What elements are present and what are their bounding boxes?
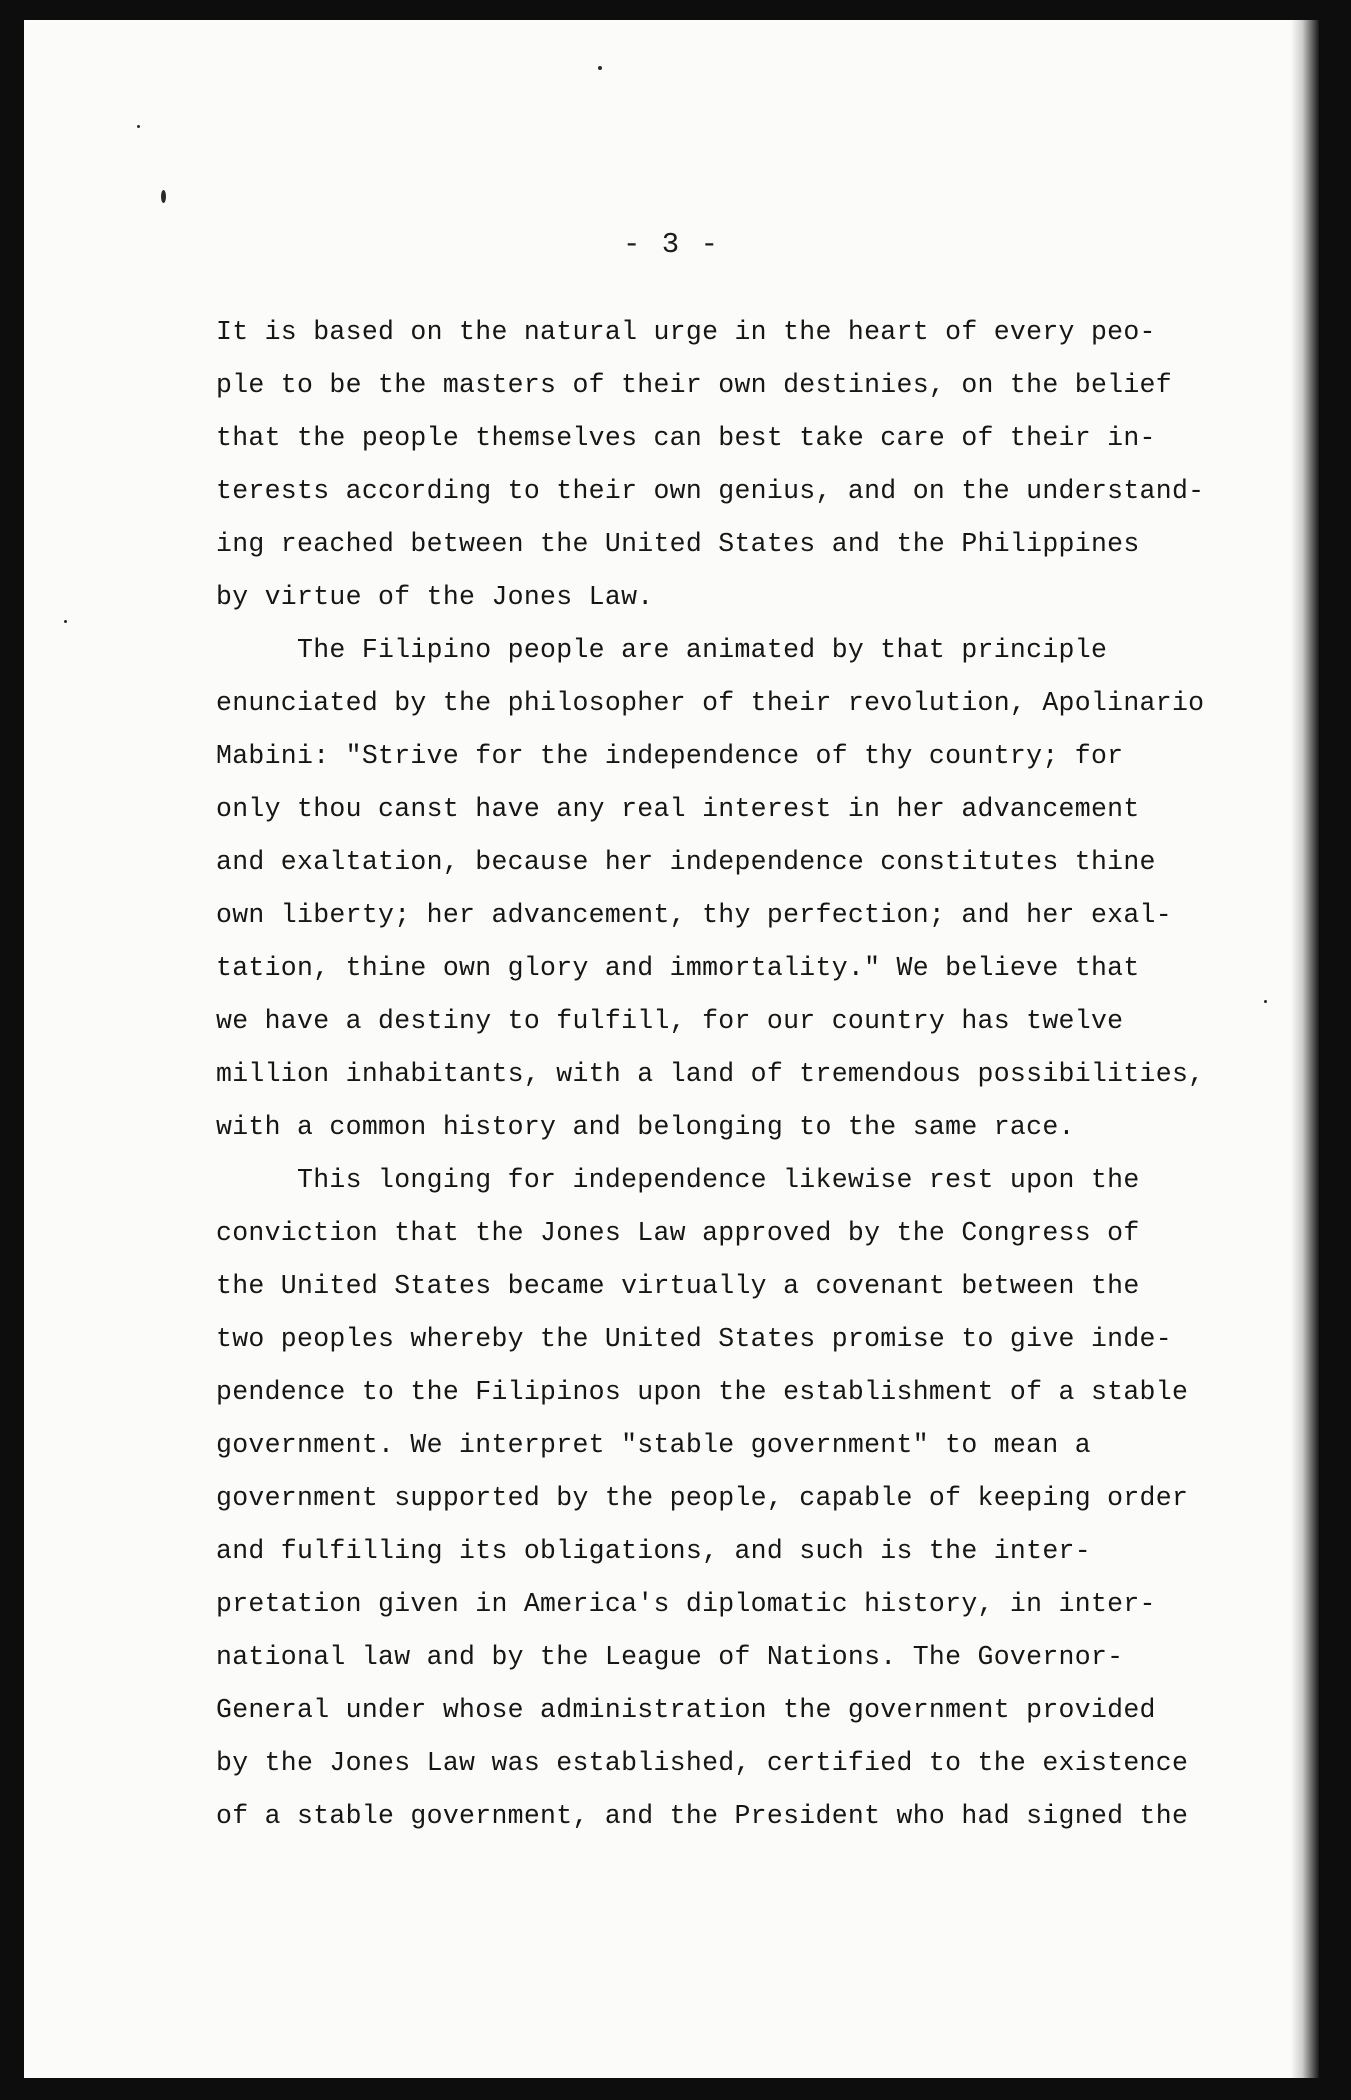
scan-speck (64, 620, 67, 623)
text-line: government. We interpret "stable government" to mean a (216, 1430, 1091, 1460)
scan-speck (137, 125, 140, 128)
text-line: million inhabitants, with a land of tremendous possibilities, (216, 1059, 1205, 1089)
text-line: national law and by the League of Nations. The Governor- (216, 1642, 1124, 1672)
text-line: This longing for independence likewise rest upon the (216, 1165, 1140, 1195)
body-text (216, 306, 1216, 1843)
text-line: the United States became virtually a covenant between the (216, 1271, 1140, 1301)
text-line: of a stable government, and the President who had signed the (216, 1801, 1189, 1831)
text-line: General under whose administration the government provided (216, 1695, 1156, 1725)
text-line: ple to be the masters of their own destinies, on the belief (216, 370, 1172, 400)
text-line: by virtue of the Jones Law. (216, 582, 654, 612)
page-number: - 3 - (622, 228, 720, 261)
text-line: and fulfilling its obligations, and such is the inter- (216, 1536, 1091, 1566)
text-line: ing reached between the United States and the Philippines (216, 529, 1140, 559)
text-line: two peoples whereby the United States promise to give inde- (216, 1324, 1172, 1354)
text-line: only thou canst have any real interest in her advancement (216, 794, 1140, 824)
text-line: The Filipino people are animated by that principle (216, 635, 1108, 665)
text-line: Mabini: "Strive for the independence of thy country; for (216, 741, 1124, 771)
text-line: It is based on the natural urge in the heart of every peo- (216, 317, 1156, 347)
text-line: and exaltation, because her independence constitutes thine (216, 847, 1156, 877)
text-line: we have a destiny to fulfill, for our country has twelve (216, 1006, 1124, 1036)
scan-speck (598, 66, 602, 70)
text-line: with a common history and belonging to the same race. (216, 1112, 1075, 1142)
page-edge-shadow (1291, 20, 1319, 2078)
text-line: that the people themselves can best take care of their in- (216, 423, 1156, 453)
text-line: conviction that the Jones Law approved by the Congress of (216, 1218, 1140, 1248)
text-line: by the Jones Law was established, certified to the existence (216, 1748, 1189, 1778)
text-line: own liberty; her advancement, thy perfection; and her exal- (216, 900, 1172, 930)
document-page (24, 20, 1319, 2078)
scan-speck (161, 190, 166, 203)
text-line: tation, thine own glory and immortality." We believe that (216, 953, 1140, 983)
scan-speck (1264, 1000, 1267, 1003)
text-line: pendence to the Filipinos upon the establishment of a stable (216, 1377, 1189, 1407)
text-line: terests according to their own genius, and on the understand- (216, 476, 1205, 506)
text-line: government supported by the people, capable of keeping order (216, 1483, 1189, 1513)
text-line: enunciated by the philosopher of their revolution, Apolinario (216, 688, 1205, 718)
text-line: pretation given in America's diplomatic history, in inter- (216, 1589, 1156, 1619)
